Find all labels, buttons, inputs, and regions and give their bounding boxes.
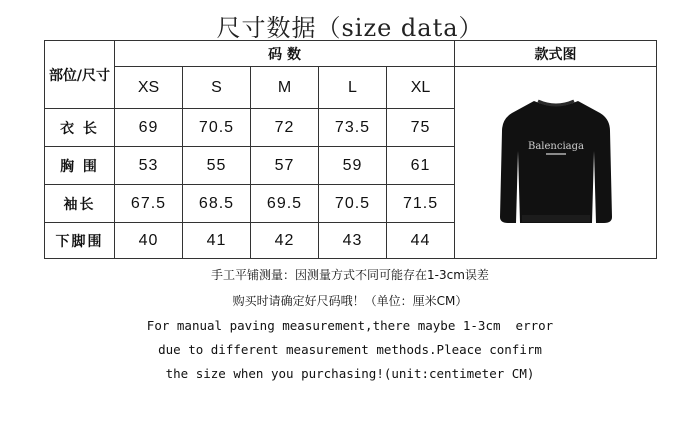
sweater-icon — [496, 91, 616, 231]
size-header-xs: XS — [115, 67, 183, 109]
size-header-xl: XL — [387, 67, 455, 109]
cell-sleeve-xl: 71.5 — [387, 185, 455, 223]
cell-sleeve-l: 70.5 — [319, 185, 387, 223]
cell-sleeve-s: 68.5 — [183, 185, 251, 223]
cell-length-xl: 75 — [387, 109, 455, 147]
cell-chest-m: 57 — [251, 147, 319, 185]
note-en-line3: the size when you purchasing!(unit:centimeter CM) — [165, 366, 535, 381]
size-header-l: L — [319, 67, 387, 109]
row-header: 部位/尺寸 — [45, 41, 115, 109]
cell-length-m: 72 — [251, 109, 319, 147]
cell-chest-xs: 53 — [115, 147, 183, 185]
cell-sleeve-m: 69.5 — [251, 185, 319, 223]
cell-hem-xs: 40 — [115, 223, 183, 259]
cell-hem-xl: 44 — [387, 223, 455, 259]
note-cn-line1: 手工平铺测量：因测量方式不同可能存在1-3cm误差 — [211, 268, 489, 282]
cell-chest-xl: 61 — [387, 147, 455, 185]
size-header-m: M — [251, 67, 319, 109]
note-en-line2: due to different measurement methods.Pleace confirm — [158, 342, 542, 357]
cell-hem-l: 43 — [319, 223, 387, 259]
cell-chest-l: 59 — [319, 147, 387, 185]
page-title: 尺寸数据（size data） — [216, 14, 484, 42]
cell-length-xs: 69 — [115, 109, 183, 147]
sweater-logo: Balenciaga — [527, 140, 584, 152]
size-header-s: S — [183, 67, 251, 109]
cell-length-s: 70.5 — [183, 109, 251, 147]
cell-length-l: 73.5 — [319, 109, 387, 147]
note-cn-line2: 购买时请确定好尺码哦！（单位：厘米CM） — [232, 294, 468, 308]
cell-sleeve-xs: 67.5 — [115, 185, 183, 223]
measurement-notes — [0, 262, 700, 386]
product-image-cell — [455, 67, 657, 259]
size-group-header: 码 数 — [115, 41, 455, 67]
row-label-chest: 胸 围 — [45, 147, 115, 185]
row-label-sleeve: 袖长 — [45, 185, 115, 223]
cell-hem-m: 42 — [251, 223, 319, 259]
image-header: 款式图 — [455, 41, 657, 67]
cell-hem-s: 41 — [183, 223, 251, 259]
note-en-line1: For manual paving measurement,there maybe 1-3cm error — [146, 318, 554, 333]
cell-chest-s: 55 — [183, 147, 251, 185]
row-label-hem: 下脚围 — [45, 223, 115, 259]
row-label-length: 衣 长 — [45, 109, 115, 147]
size-table — [44, 40, 657, 259]
